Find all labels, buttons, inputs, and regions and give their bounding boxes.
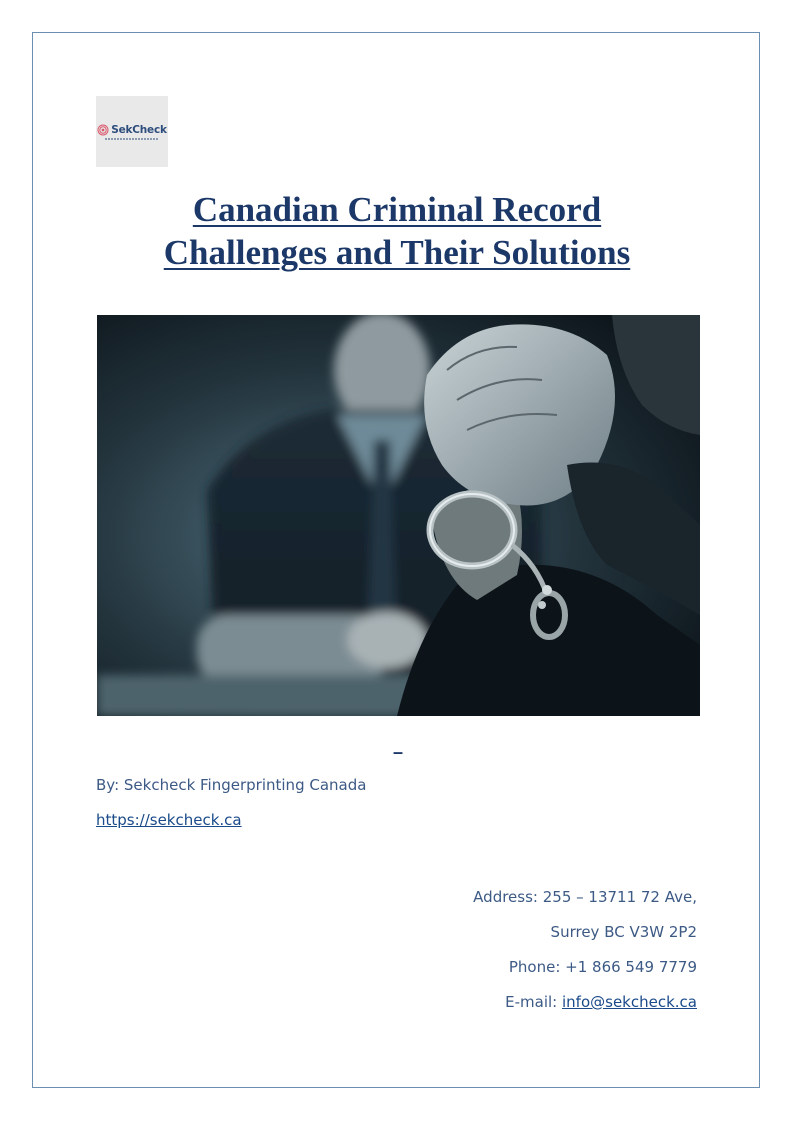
logo-tagline-bar	[105, 138, 159, 140]
author-byline: By: Sekcheck Fingerprinting Canada	[96, 776, 367, 794]
fingerprint-icon	[97, 124, 109, 136]
email-line	[473, 985, 697, 1020]
company-logo	[96, 96, 168, 167]
title-line-1: Canadian Criminal Record	[192, 190, 602, 229]
page-title	[60, 188, 734, 274]
hero-image	[97, 315, 700, 716]
contact-block	[473, 880, 697, 1020]
phone-number: Phone: +1 866 549 7779	[508, 958, 697, 976]
website-link[interactable]: https://sekcheck.ca	[96, 811, 242, 829]
address-line-1: Address: 255 – 13711 72 Ave,	[473, 888, 697, 906]
email-label: E-mail:	[505, 993, 562, 1011]
separator-dash: –	[393, 742, 404, 762]
title-line-2: Challenges and Their Solutions	[163, 233, 631, 272]
logo-brand-text: SekCheck	[111, 123, 167, 136]
address-line-2: Surrey BC V3W 2P2	[550, 923, 697, 941]
email-link[interactable]: info@sekcheck.ca	[562, 993, 697, 1011]
